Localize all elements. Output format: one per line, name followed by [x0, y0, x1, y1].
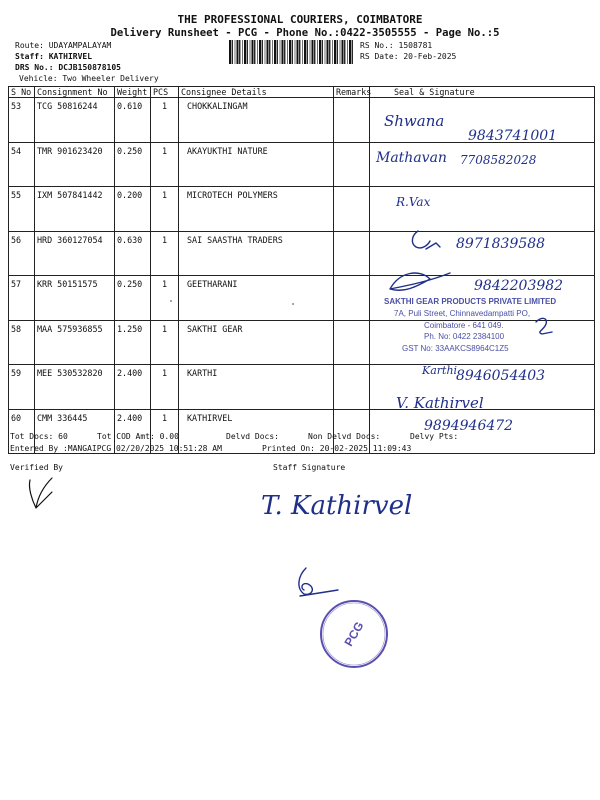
delivery-points: Delvy Pts:: [410, 432, 459, 441]
barcode-bar: [332, 40, 333, 64]
barcode-bar: [319, 40, 321, 64]
seal-text: PCG: [341, 619, 367, 649]
signature-row-55: R.Vax: [396, 195, 431, 209]
col-weight: Weight: [115, 87, 151, 98]
cell-consignee: AKAYUKTHI NATURE: [179, 142, 334, 187]
cell-consignee: SAKTHI GEAR: [179, 320, 334, 365]
barcode-bar: [247, 40, 248, 64]
stamp-line-3: Coimbatore - 641 049.: [424, 321, 504, 330]
total-docs: Tot Docs: 60: [10, 432, 68, 441]
rs-date: RS Date: 20-Feb-2025: [360, 52, 457, 61]
barcode-bar: [329, 40, 330, 64]
barcode-bar: [242, 40, 243, 64]
barcode-bar: [235, 40, 236, 64]
cell-pcs: 1: [151, 231, 179, 276]
barcode-bar: [340, 40, 341, 64]
cell-consignment: CMM 336445: [35, 409, 115, 454]
cell-sno: 56: [9, 231, 35, 276]
staff-signature-label: Staff Signature: [273, 463, 346, 472]
barcode-bar: [244, 40, 246, 64]
entered-by: Entered By :MANGAIPCG 02/20/2025 10:51:28 AM: [10, 444, 222, 453]
barcode-bar: [292, 40, 293, 64]
barcode-bar: [327, 40, 329, 64]
barcode-bar: [265, 40, 266, 64]
barcode-bar: [297, 40, 299, 64]
cell-consignment: TCG 50816244: [35, 98, 115, 143]
barcode-bar: [239, 40, 240, 64]
printed-on: Printed On: 20-02-2025 11:09:43: [262, 444, 412, 453]
phone-row-56: 8971839588: [456, 236, 546, 252]
cell-weight: 0.250: [115, 276, 151, 321]
barcode-bar: [344, 40, 345, 64]
barcode-bar: [299, 40, 300, 64]
verifier-signature: [22, 474, 62, 514]
cell-consignee: CHOKKALINGAM: [179, 98, 334, 143]
cell-pcs: 1: [151, 187, 179, 232]
handwritten-signatures: [360, 86, 600, 436]
barcode-bar: [302, 40, 303, 64]
runsheet-title: Delivery Runsheet - PCG - Phone No.:0422-3505555 - Page No.:5: [110, 27, 500, 39]
signature-row-54: Mathavan: [376, 150, 447, 166]
cell-sno: 54: [9, 142, 35, 187]
cell-consignee: KATHIRVEL: [179, 409, 334, 454]
staff-signature: [255, 476, 435, 536]
barcode-bar: [262, 40, 263, 64]
phone-row-54: 7708582028: [460, 153, 537, 167]
cell-pcs: 1: [151, 142, 179, 187]
company-name: THE PROFESSIONAL COURIERS, COIMBATORE: [177, 13, 423, 26]
barcode-bar: [304, 40, 306, 64]
barcode-bar: [252, 40, 254, 64]
cell-weight: 0.200: [115, 187, 151, 232]
col-seal-signature: Seal & Signature: [370, 87, 595, 98]
barcode-bar: [272, 40, 273, 64]
signature-row-60: V. Kathirvel: [396, 394, 484, 412]
cell-pcs: 1: [151, 409, 179, 454]
phone-row-57: 9842203982: [474, 278, 564, 294]
cell-weight: 2.400: [115, 409, 151, 454]
barcode-bar: [274, 40, 276, 64]
company-stamp: [380, 294, 580, 356]
barcode-bar: [269, 40, 270, 64]
barcode-bar: [280, 40, 281, 64]
barcode-bar: [257, 40, 258, 64]
cell-sno: 53: [9, 98, 35, 143]
cell-sno: 58: [9, 320, 35, 365]
vehicle-info: Vehicle: Two Wheeler Delivery: [19, 74, 159, 83]
drs-value: DCJB150878105: [58, 63, 121, 72]
non-delivered-docs: Non Delvd Docs:: [308, 432, 381, 441]
cell-consignment: HRD 360127054: [35, 231, 115, 276]
barcode-bar: [307, 40, 308, 64]
stamp-line-2: 7A, Puli Street, Chinnavedampatti PO,: [394, 309, 531, 318]
barcode-bar: [342, 40, 344, 64]
col-pcs: PCS: [151, 87, 179, 98]
barcode-bar: [289, 40, 291, 64]
col-remarks: Remarks: [334, 87, 370, 98]
barcode-bar: [287, 40, 288, 64]
signature-mark-row-56: [412, 231, 440, 249]
cell-consignee: MICROTECH POLYMERS: [179, 187, 334, 232]
cell-pcs: 1: [151, 320, 179, 365]
barcode-bar: [334, 40, 336, 64]
signature-row-59: Karthi: [422, 364, 458, 377]
initial-mark: [292, 562, 342, 602]
cell-consignment: MAA 575936855: [35, 320, 115, 365]
pcg-seal: [318, 598, 390, 670]
barcode-bar: [254, 40, 255, 64]
barcode-bar: [232, 40, 233, 64]
barcode-bar: [295, 40, 296, 64]
staff-info: Staff: KATHIRVEL: [15, 52, 93, 61]
cell-consignee: SAI SAASTHA TRADERS: [179, 231, 334, 276]
signature-row-53: Shwana: [384, 112, 445, 130]
barcode-bar: [312, 40, 314, 64]
cell-pcs: 1: [151, 98, 179, 143]
barcode-bar: [349, 40, 351, 64]
barcode-bar: [237, 40, 239, 64]
col-sno: S No: [9, 87, 35, 98]
cell-pcs: 1: [151, 365, 179, 410]
col-consignment: Consignment No: [35, 87, 115, 98]
cell-consignment: TMR 901623420: [35, 142, 115, 187]
col-consignee: Consignee Details: [179, 87, 334, 98]
stamp-line-5: GST No: 33AAKCS8964C1Z5: [402, 344, 509, 353]
cell-consignment: IXM 507841442: [35, 187, 115, 232]
barcode-bar: [229, 40, 231, 64]
cell-weight: 0.610: [115, 98, 151, 143]
barcode-bar: [317, 40, 318, 64]
barcode-bar: [282, 40, 284, 64]
barcode-bar: [347, 40, 348, 64]
barcode-bar: [310, 40, 311, 64]
scan-speck: [170, 300, 172, 302]
barcode-bar: [267, 40, 269, 64]
cell-sno: 55: [9, 187, 35, 232]
cell-pcs: 1: [151, 276, 179, 321]
phone-row-59: 8946054403: [456, 368, 546, 384]
staff-signature-text: T. Kathirvel: [261, 491, 413, 521]
route-info: Route: UDAYAMPALAYAM: [15, 41, 112, 50]
delivered-docs: Delvd Docs:: [226, 432, 279, 441]
barcode-bar: [325, 40, 326, 64]
cell-sno: 60: [9, 409, 35, 454]
barcode-bar: [322, 40, 323, 64]
barcode-bar: [337, 40, 338, 64]
cell-consignee: KARTHI: [179, 365, 334, 410]
drs-label: DRS No.:: [15, 63, 54, 72]
cell-consignment: MEE 530532820: [35, 365, 115, 410]
scan-speck: [292, 303, 294, 305]
barcode-bar: [277, 40, 278, 64]
barcode-bar: [259, 40, 261, 64]
barcode-bar: [314, 40, 315, 64]
stamp-line-1: SAKTHI GEAR PRODUCTS PRIVATE LIMITED: [384, 297, 557, 306]
stamp-line-4: Ph. No: 0422 2384100: [424, 332, 505, 341]
cell-consignee: GEETHARANI: [179, 276, 334, 321]
cell-weight: 2.400: [115, 365, 151, 410]
rs-number: RS No.: 1508781: [360, 41, 433, 50]
verified-by-label: Verified By: [10, 463, 63, 472]
barcode-bar: [352, 40, 353, 64]
barcode-image: [228, 40, 354, 64]
total-cod-amount: Tot COD Amt: 0.00: [97, 432, 179, 441]
signature-mark-row-57: [390, 273, 450, 290]
barcode-bar: [284, 40, 285, 64]
cell-weight: 0.630: [115, 231, 151, 276]
phone-row-60: 9894946472: [424, 418, 514, 434]
drs-info: [15, 63, 121, 72]
cell-weight: 1.250: [115, 320, 151, 365]
cell-sno: 59: [9, 365, 35, 410]
barcode-bar: [250, 40, 251, 64]
cell-sno: 57: [9, 276, 35, 321]
cell-consignment: KRR 50151575: [35, 276, 115, 321]
phone-row-53: 9843741001: [468, 128, 558, 144]
cell-weight: 0.250: [115, 142, 151, 187]
